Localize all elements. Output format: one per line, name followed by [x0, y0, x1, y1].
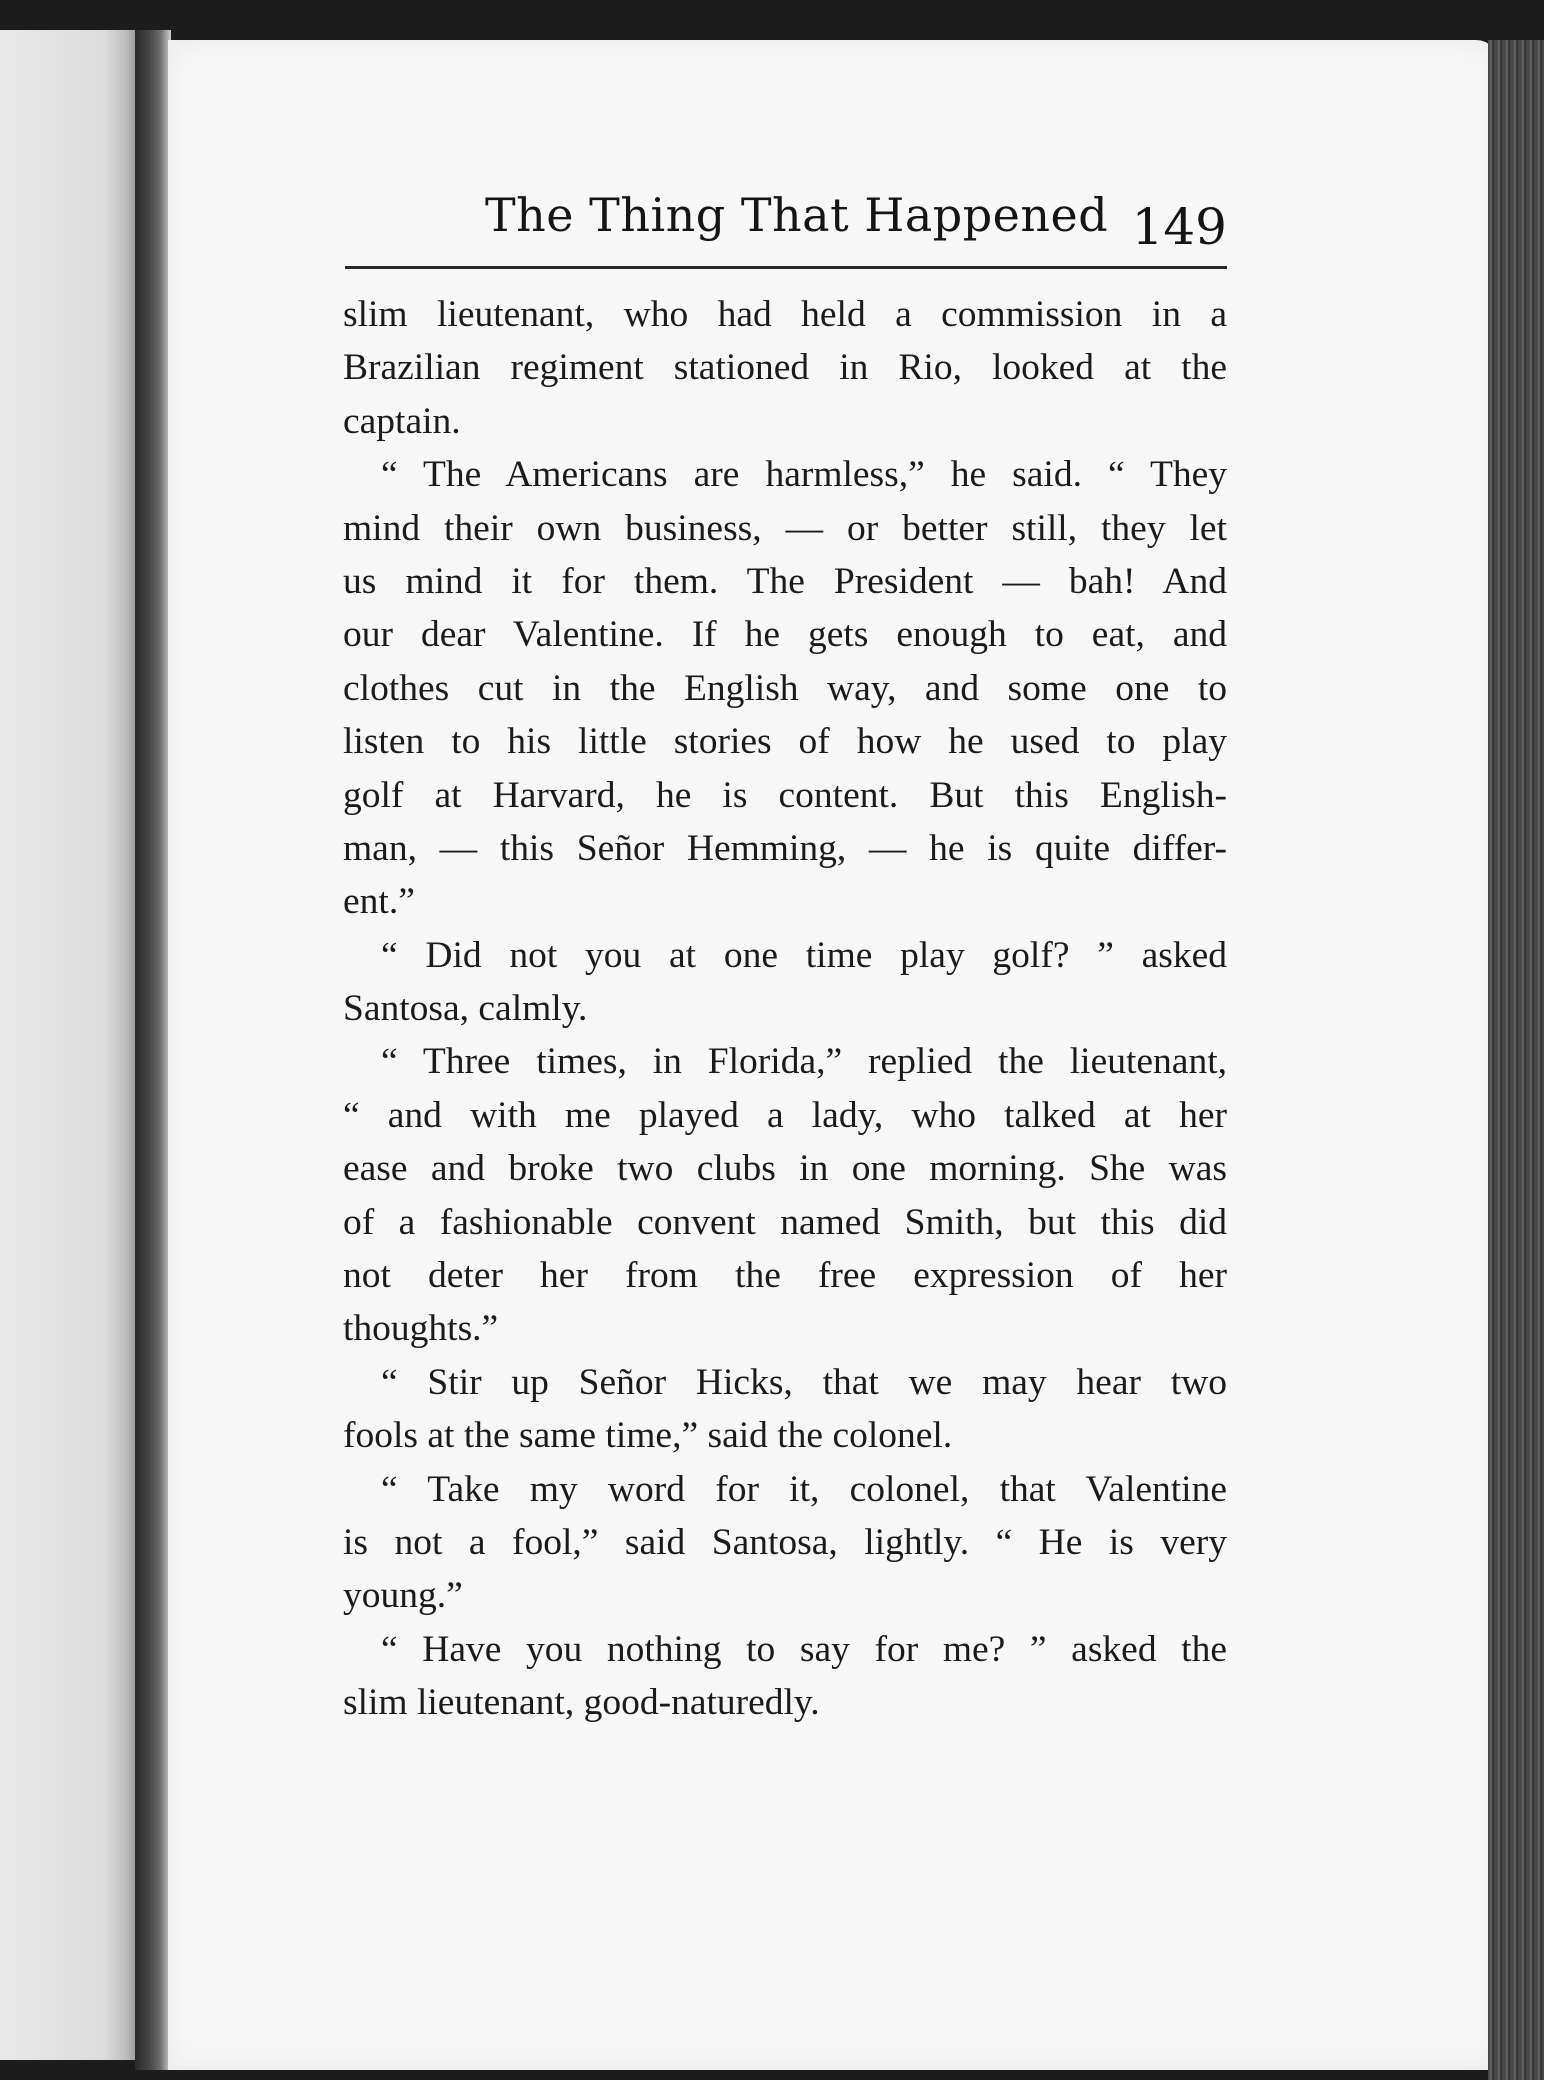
text-line: clothes cut in the English way, and some one to — [343, 667, 1227, 709]
text-line: listen to his little stories of how he used to play — [343, 721, 1227, 763]
text-line: “ Three times, in Florida,” replied the lieutenant, — [381, 1041, 1227, 1083]
text-line: is not a fool,” said Santosa, lightly. “ He is very — [343, 1521, 1227, 1563]
text-line: Brazilian regiment stationed in Rio, looked at the — [343, 347, 1227, 389]
text-line: us mind it for them. The President — bah! And — [343, 560, 1227, 602]
text-line: captain. — [343, 400, 461, 442]
text-line: “ Take my word for it, colonel, that Valentine — [381, 1468, 1227, 1510]
text-line: ease and broke two clubs in one morning. She was — [343, 1148, 1227, 1190]
running-head-title: The Thing That Happened — [485, 188, 1109, 242]
text-line: young.” — [343, 1575, 463, 1617]
text-line: mind their own business, — or better still, they let — [343, 507, 1227, 549]
text-line: our dear Valentine. If he gets enough to eat, and — [343, 614, 1227, 656]
text-line: “ and with me played a lady, who talked at her — [343, 1094, 1227, 1136]
left-page-edge — [0, 30, 140, 2060]
running-head — [345, 188, 1227, 270]
text-line: not deter her from the free expression of her — [343, 1255, 1227, 1297]
text-line: golf at Harvard, he is content. But this English- — [343, 774, 1227, 816]
text-line: ent.” — [343, 881, 415, 923]
page-number: 149 — [1131, 198, 1227, 256]
book-gutter — [135, 30, 171, 2070]
text-line: “ The Americans are harmless,” he said. “ They — [381, 454, 1227, 496]
text-line: “ Stir up Señor Hicks, that we may hear two — [381, 1361, 1227, 1403]
text-line: thoughts.” — [343, 1308, 499, 1350]
text-line: man, — this Señor Hemming, — he is quite differ- — [343, 827, 1227, 869]
text-line: slim lieutenant, who had held a commission in a — [343, 294, 1227, 335]
text-line: “ Did not you at one time play golf? ” asked — [381, 934, 1227, 976]
text-line: slim lieutenant, good-naturedly. — [343, 1682, 820, 1724]
running-head-rule — [345, 266, 1227, 269]
text-line: Santosa, calmly. — [343, 988, 588, 1030]
text-line: “ Have you nothing to say for me? ” asked the — [381, 1628, 1227, 1670]
body-text — [343, 288, 1227, 1730]
page-block-edge — [1488, 40, 1544, 2080]
text-line: of a fashionable convent named Smith, but this did — [343, 1201, 1227, 1243]
text-line: fools at the same time,” said the colonel. — [343, 1415, 953, 1457]
